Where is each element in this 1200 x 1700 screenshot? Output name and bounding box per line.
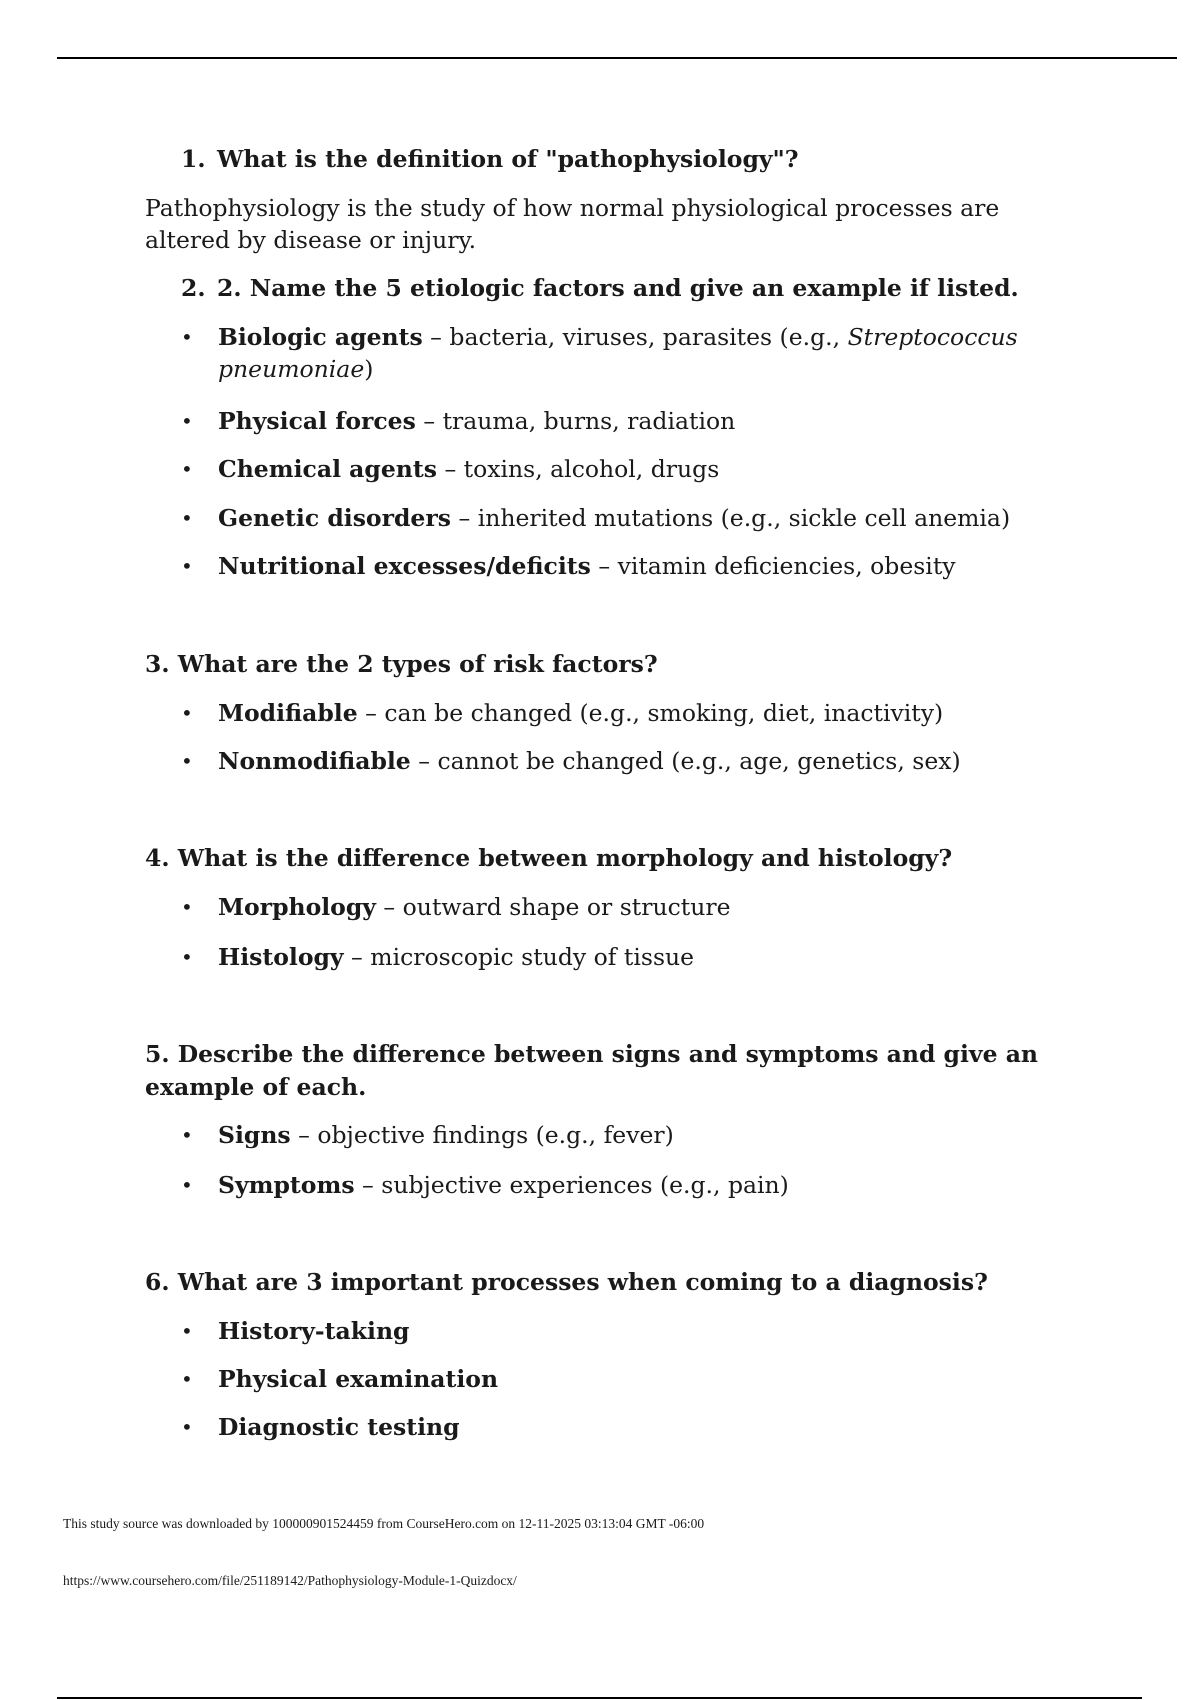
item-term: Genetic disorders <box>218 504 451 532</box>
bullet-icon: • <box>181 325 193 349</box>
item-separator: – <box>357 699 385 727</box>
item-term: Chemical agents <box>218 455 437 483</box>
item-term: Diagnostic testing <box>218 1413 460 1441</box>
item-separator: – <box>590 552 618 580</box>
item-separator: – <box>422 323 450 351</box>
list-item-text <box>218 891 1078 923</box>
item-separator: – <box>375 893 403 921</box>
item-separator: – <box>436 455 464 483</box>
question-1-heading <box>181 143 799 176</box>
item-separator: – <box>354 1171 382 1199</box>
item-description: bacteria, viruses, parasites (e.g., <box>449 323 848 351</box>
item-description: objective findings (e.g., fever) <box>317 1121 674 1149</box>
bullet-icon: • <box>181 1173 193 1197</box>
list-item-text <box>218 1169 1078 1201</box>
item-term: History-taking <box>218 1317 410 1345</box>
bullet-icon: • <box>181 1319 193 1343</box>
top-rule <box>57 57 1177 59</box>
item-description: inherited mutations (e.g., sickle cell anemia) <box>477 504 1011 532</box>
bullet-icon: • <box>181 895 193 919</box>
item-separator: – <box>450 504 478 532</box>
question-1-answer: Pathophysiology is the study of how normal physiological processes are altered by disease or injury. <box>145 194 1000 254</box>
item-description-italic: Streptococcus pneumoniae <box>218 323 1018 383</box>
bullet-icon: • <box>181 1367 193 1391</box>
list-item-text <box>218 941 1078 973</box>
item-term: Modifiable <box>218 699 358 727</box>
list-item-text <box>218 502 1078 534</box>
item-description: trauma, burns, radiation <box>442 407 736 435</box>
item-separator: – <box>410 747 438 775</box>
item-term: Biologic agents <box>218 323 423 351</box>
item-description: can be changed (e.g., smoking, diet, inactivity) <box>384 699 944 727</box>
item-term: Physical forces <box>218 407 416 435</box>
bullet-icon: • <box>181 1415 193 1439</box>
list-item-text <box>218 697 1078 729</box>
question-4-heading: 4. What is the difference between morphology and histology? <box>145 844 953 872</box>
bullet-icon: • <box>181 554 193 578</box>
question-1-text: What is the definition of "pathophysiology"? <box>217 145 799 173</box>
item-term: Nutritional excesses/deficits <box>218 552 591 580</box>
list-item-text <box>218 1119 1078 1151</box>
list-item-text <box>218 405 1078 437</box>
list-item-text <box>218 321 1078 385</box>
item-term: Symptoms <box>218 1171 355 1199</box>
question-1-number: 1. <box>181 145 206 173</box>
item-separator: – <box>343 943 371 971</box>
item-description: toxins, alcohol, drugs <box>463 455 720 483</box>
question-3-heading: 3. What are the 2 types of risk factors? <box>145 650 658 678</box>
item-description: subjective experiences (e.g., pain) <box>381 1171 789 1199</box>
bullet-icon: • <box>181 945 193 969</box>
item-separator: – <box>415 407 443 435</box>
item-description: vitamin deficiencies, obesity <box>617 552 956 580</box>
item-separator: – <box>290 1121 318 1149</box>
list-item-text <box>218 550 1078 582</box>
item-description: cannot be changed (e.g., age, genetics, sex) <box>437 747 961 775</box>
bullet-icon: • <box>181 749 193 773</box>
question-5-heading: 5. Describe the difference between signs and symptoms and give an example of each. <box>145 1040 1039 1101</box>
item-term: Physical examination <box>218 1365 499 1393</box>
item-term: Nonmodifiable <box>218 747 411 775</box>
item-term: Signs <box>218 1121 291 1149</box>
item-term: Histology <box>218 943 344 971</box>
question-2-heading <box>181 272 1019 305</box>
list-item-text <box>218 745 1078 777</box>
bullet-icon: • <box>181 409 193 433</box>
bullet-icon: • <box>181 506 193 530</box>
item-description: microscopic study of tissue <box>370 943 695 971</box>
download-source-note: This study source was downloaded by 100000901524459 from CourseHero.com on 12-11-2025 03:13:04 GMT -06:00 <box>63 1516 705 1531</box>
bullet-icon: • <box>181 701 193 725</box>
question-2-number: 2. <box>181 274 206 302</box>
source-url[interactable]: https://www.coursehero.com/file/251189142/Pathophysiology-Module-1-Quizdocx/ <box>63 1573 517 1588</box>
question-2-text: 2. Name the 5 etiologic factors and give an example if listed. <box>217 274 1019 302</box>
bottom-rule <box>57 1697 1142 1699</box>
question-6-heading: 6. What are 3 important processes when coming to a diagnosis? <box>145 1268 988 1296</box>
bullet-icon: • <box>181 1123 193 1147</box>
item-description-end: ) <box>364 355 374 383</box>
item-description: outward shape or structure <box>402 893 731 921</box>
item-term: Morphology <box>218 893 376 921</box>
list-item-text <box>218 453 1078 485</box>
bullet-icon: • <box>181 457 193 481</box>
